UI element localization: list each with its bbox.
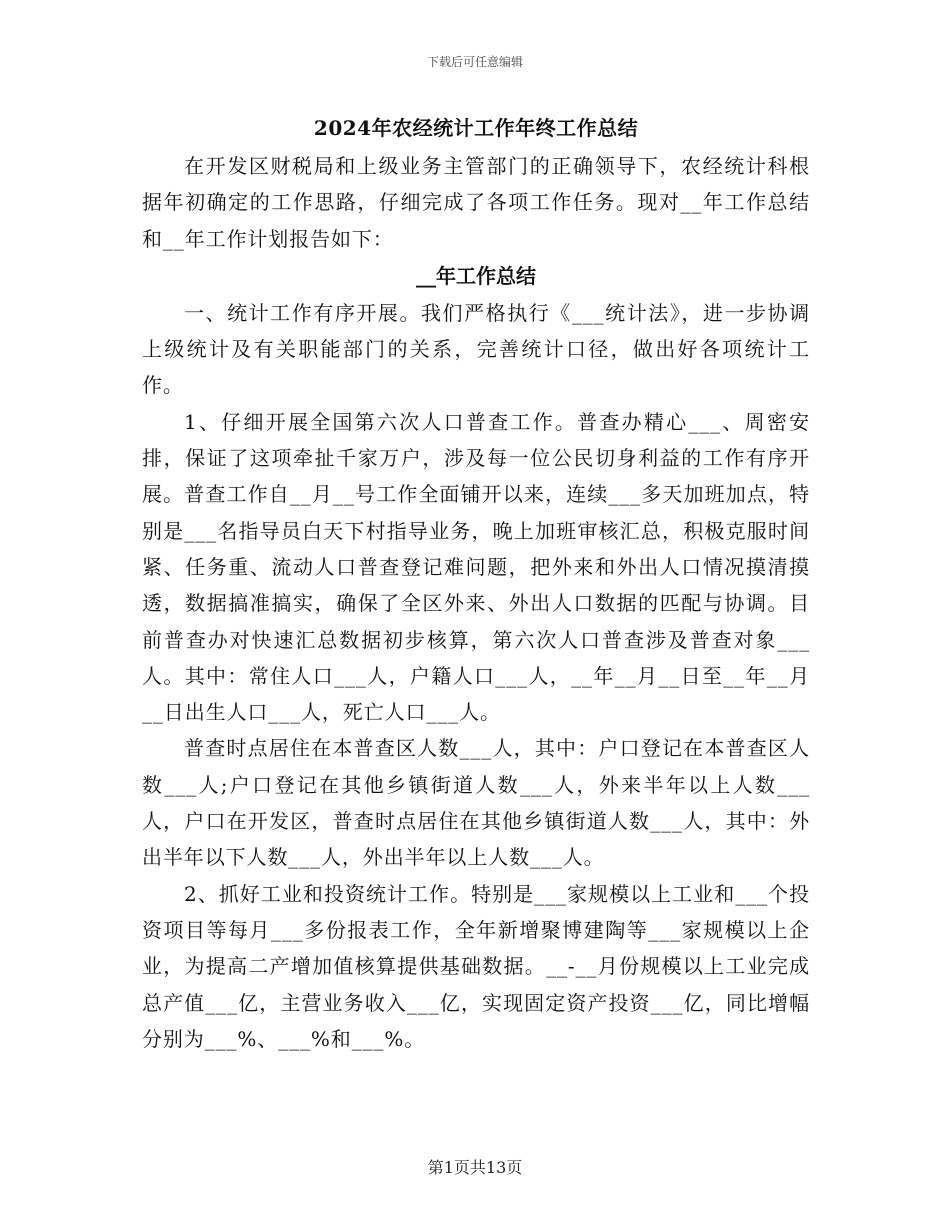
document-title: 2024年农经统计工作年终工作总结 [313,116,639,140]
body-paragraph: 2、抓好工业和投资统计工作。特别是___家规模以上工业和___个投资项目等每月___多份报表工作，全年新增聚博建陶等___家规模以上企业，为提高二产增加值核算提供基础数据。__-__月份规模以上工业完成总产值___亿，主营业务收入___亿，实现固定资产投资___亿，同比增幅分别为___%、___%和___%。 [142,881,810,1051]
header-note: 下载后可任意编辑 [426,55,523,69]
body-paragraph: 1、仔细开展全国第六次人口普查工作。普查办精心___、周密安排，保证了这项牵扯千家万户，涉及每一位公民切身利益的工作有序开展。普查工作自__月__号工作全面铺开以来，连续___多天加班加点，特别是___名指导员白天下村指导业务，晚上加班审核汇总，积极克服时间紧、任务重、流动人口普查登记难问题，把外来和外出人口情况摸清摸透，数据搞准搞实，确保了全区外来、外出人口数据的匹配与协调。目前普查办对快速汇总数据初步核算，第六次人口普查涉及普查对象___人。其中：常住人口___人，户籍人口___人，__年__月__日至__年__月__日出生人口___人，死亡人口___人。 [142,409,810,725]
section-title: __年工作总结 [416,263,536,288]
intro-paragraph: 在开发区财税局和上级业务主管部门的正确领导下，农经统计科根据年初确定的工作思路，仔细完成了各项工作任务。现对__年工作总结和__年工作计划报告如下： [142,154,810,251]
page-number: 第1页共13页 [427,1158,523,1177]
document-body [142,110,810,1057]
body-paragraph: 普查时点居住在本普查区人数___人，其中：户口登记在本普查区人数___人;户口登记在其他乡镇街道人数___人，外来半年以上人数___人，户口在开发区，普查时点居住在其他乡镇街道人数___人，其中：外出半年以下人数___人，外出半年以上人数___人。 [142,736,810,870]
body-paragraph: 一、统计工作有序开展。我们严格执行《___统计法》，进一步协调上级统计及有关职能部门的关系，完善统计口径，做出好各项统计工作。 [142,300,810,398]
